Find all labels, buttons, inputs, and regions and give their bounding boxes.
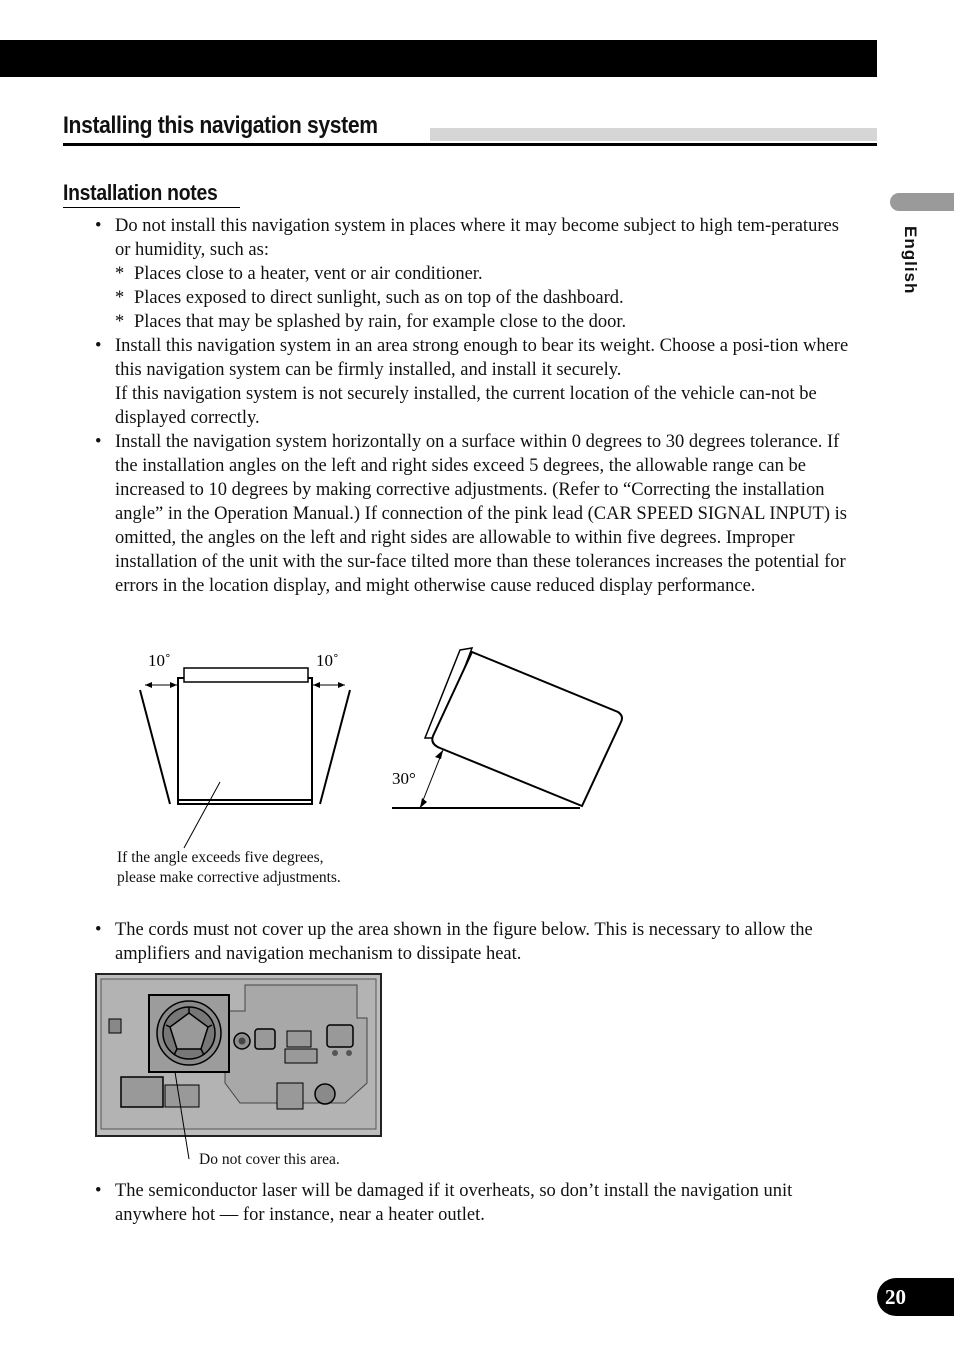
angle-caption-line: please make corrective adjustments. [117, 869, 341, 886]
language-label: English [901, 226, 920, 295]
sub-item-text: Places that may be splashed by rain, for example close to the door. [134, 312, 627, 332]
bullet-text: Do not install this navigation system in places where it may become subject to high tem-peratures or humidity, such as: [115, 216, 839, 260]
bullet-item [63, 430, 853, 598]
bullet-item [63, 1179, 853, 1227]
section-title: Installing this navigation system [63, 112, 378, 139]
sub-item: * Places exposed to direct sunlight, such as on top of the dashboard. [115, 288, 624, 308]
bullet-dot: • [95, 1181, 102, 1201]
rear-panel-figure [95, 973, 385, 1168]
notes-list-top [63, 214, 853, 598]
bullet-text: The semiconductor laser will be damaged if it overheats, so don’t install the navigation unit anywhere hot — for instance, near a heater outlet. [115, 1181, 793, 1225]
page-number: 20 [877, 1278, 954, 1316]
side-angle-diagram [140, 668, 350, 848]
rear-panel-caption: Do not cover this area. [199, 1151, 340, 1168]
bullet-dot: • [95, 920, 102, 940]
notes-list-bottom [63, 1179, 853, 1227]
tilt-angle-diagram [392, 648, 622, 808]
heat-vent-area [149, 995, 229, 1072]
title-underline [63, 143, 877, 146]
bullet-dot: • [95, 432, 102, 452]
sub-item-text: Places exposed to direct sunlight, such as on top of the dashboard. [134, 288, 624, 308]
tilt-angle-label: 30° [392, 769, 416, 788]
bullet-item [63, 214, 853, 334]
sub-item: * Places close to a heater, vent or air conditioner. [115, 264, 483, 284]
subsection-title: Installation notes [63, 180, 218, 205]
right-angle-label: 10˚ [316, 651, 339, 670]
bullet-dot: • [95, 216, 102, 236]
angle-caption-line: If the angle exceeds five degrees, [117, 849, 324, 866]
bullet-text: The cords must not cover up the area shown in the figure below. This is necessary to allow the amplifiers and navigation mechanism to dissipate heat. [115, 920, 813, 964]
sub-item: * Places that may be splashed by rain, for example close to the door. [115, 312, 627, 332]
notes-list-middle [63, 918, 853, 966]
language-tab-marker [890, 193, 954, 211]
bullet-dot: • [95, 336, 102, 356]
bullet-text: Install the navigation system horizontally on a surface within 0 degrees to 30 degrees tolerance. If the installation angles on the left and right sides exceed 5 degrees, the allowable range can be increased to 10 degrees by making corrective adjustments. (Refer to “Correcting the installation angle” in the Operation Manual.) If connection of the pink lead (CAR SPEED SIGNAL INPUT) is omitted, the angles on the left and right sides are allowable to within five degrees. Improper installation of the unit with the sur-face tilted more than these tolerances increases the potential for errors in the location display, and might otherwise cause reduced display performance. [115, 432, 847, 596]
bullet-item [63, 918, 853, 966]
left-angle-label: 10˚ [148, 651, 171, 670]
bullet-text-continued: If this navigation system is not securely installed, the current location of the vehicle can-not be displayed correctly. [115, 384, 817, 428]
subsection-underline [63, 207, 240, 208]
bullet-text: Install this navigation system in an area strong enough to bear its weight. Choose a posi-tion where this navigation system can be firmly installed, and install it securely. [115, 336, 849, 380]
sub-item-text: Places close to a heater, vent or air conditioner. [134, 264, 483, 284]
title-shade-rule [430, 128, 877, 141]
header-bar [0, 40, 877, 77]
bullet-item [63, 334, 853, 430]
